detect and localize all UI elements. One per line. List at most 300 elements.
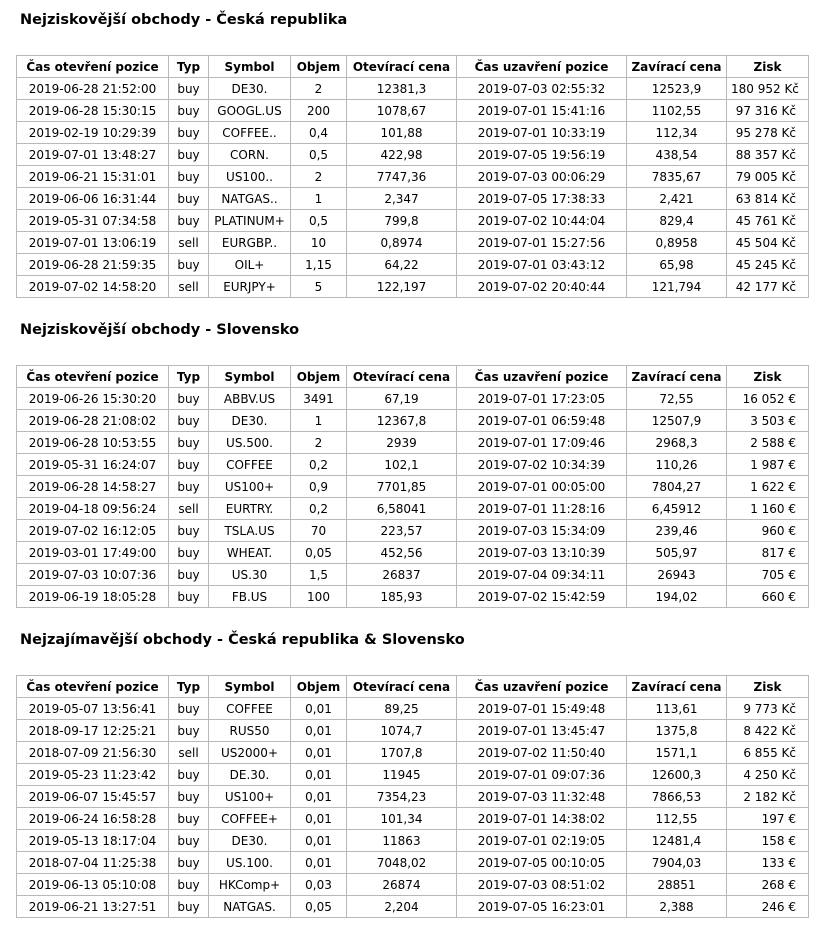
cell-symbol: EURTRY.	[209, 498, 291, 520]
cell-type: buy	[169, 476, 209, 498]
table-row	[17, 520, 809, 542]
cell-volume: 1	[291, 410, 347, 432]
cell-open-price: 122,197	[347, 276, 457, 298]
cell-close-time: 2019-07-02 11:50:40	[457, 742, 627, 764]
cell-profit: 95 278 Kč	[727, 122, 809, 144]
cell-open-time: 2019-06-06 16:31:44	[17, 188, 169, 210]
cell-close-price: 239,46	[627, 520, 727, 542]
cell-type: buy	[169, 144, 209, 166]
table-row	[17, 742, 809, 764]
cell-open-price: 799,8	[347, 210, 457, 232]
section-title: Nejziskovější obchody - Slovensko	[20, 322, 300, 338]
cell-open-time: 2019-06-28 14:58:27	[17, 476, 169, 498]
table-row	[17, 144, 809, 166]
cell-volume: 100	[291, 586, 347, 608]
cell-close-time: 2019-07-01 17:09:46	[457, 432, 627, 454]
cell-symbol: GOOGL.US	[209, 100, 291, 122]
cell-type: buy	[169, 874, 209, 896]
cell-open-price: 1707,8	[347, 742, 457, 764]
cell-close-price: 12481,4	[627, 830, 727, 852]
cell-volume: 0,01	[291, 852, 347, 874]
table-row	[17, 476, 809, 498]
cell-type: buy	[169, 808, 209, 830]
cell-volume: 0,5	[291, 210, 347, 232]
cell-close-price: 110,26	[627, 454, 727, 476]
cell-symbol: EURJPY+	[209, 276, 291, 298]
cell-volume: 2	[291, 432, 347, 454]
cell-close-time: 2019-07-05 16:23:01	[457, 896, 627, 918]
cell-volume: 3491	[291, 388, 347, 410]
cell-type: buy	[169, 454, 209, 476]
cell-close-time: 2019-07-01 00:05:00	[457, 476, 627, 498]
cell-profit: 97 316 Kč	[727, 100, 809, 122]
cell-type: buy	[169, 698, 209, 720]
table-row	[17, 78, 809, 100]
column-header-type: Typ	[169, 56, 209, 78]
column-header-symbol: Symbol	[209, 56, 291, 78]
cell-volume: 1	[291, 188, 347, 210]
column-header-open-time: Čas otevření pozice	[17, 676, 169, 698]
cell-open-price: 12367,8	[347, 410, 457, 432]
cell-close-time: 2019-07-01 15:27:56	[457, 232, 627, 254]
cell-symbol: COFFEE..	[209, 122, 291, 144]
cell-close-time: 2019-07-02 10:44:04	[457, 210, 627, 232]
cell-symbol: COFFEE	[209, 698, 291, 720]
cell-profit: 8 422 Kč	[727, 720, 809, 742]
cell-profit: 705 €	[727, 564, 809, 586]
cell-symbol: US.500.	[209, 432, 291, 454]
table-row	[17, 874, 809, 896]
cell-profit: 2 588 €	[727, 432, 809, 454]
cell-symbol: CORN.	[209, 144, 291, 166]
cell-symbol: US.30	[209, 564, 291, 586]
cell-volume: 1,15	[291, 254, 347, 276]
cell-symbol: US2000+	[209, 742, 291, 764]
cell-close-price: 7904,03	[627, 852, 727, 874]
cell-type: buy	[169, 720, 209, 742]
cell-volume: 0,2	[291, 498, 347, 520]
column-header-close-time: Čas uzavření pozice	[457, 676, 627, 698]
cell-volume: 5	[291, 276, 347, 298]
cell-open-time: 2019-07-02 16:12:05	[17, 520, 169, 542]
cell-close-price: 112,34	[627, 122, 727, 144]
cell-close-time: 2019-07-01 10:33:19	[457, 122, 627, 144]
column-header-close-price: Zavírací cena	[627, 56, 727, 78]
header-row	[17, 56, 809, 78]
cell-type: buy	[169, 254, 209, 276]
cell-symbol: HKComp+	[209, 874, 291, 896]
cell-volume: 0,4	[291, 122, 347, 144]
cell-symbol: DE30.	[209, 830, 291, 852]
section-title: Nejziskovější obchody - Česká republika	[20, 12, 348, 28]
cell-close-time: 2019-07-01 02:19:05	[457, 830, 627, 852]
cell-open-time: 2019-07-01 13:48:27	[17, 144, 169, 166]
cell-volume: 0,01	[291, 808, 347, 830]
cell-open-time: 2019-02-19 10:29:39	[17, 122, 169, 144]
cell-close-time: 2019-07-02 20:40:44	[457, 276, 627, 298]
table-row	[17, 896, 809, 918]
cell-symbol: NATGAS..	[209, 188, 291, 210]
cell-volume: 70	[291, 520, 347, 542]
cell-symbol: OIL+	[209, 254, 291, 276]
column-header-volume: Objem	[291, 366, 347, 388]
cell-close-price: 113,61	[627, 698, 727, 720]
cell-open-price: 1078,67	[347, 100, 457, 122]
cell-type: buy	[169, 210, 209, 232]
cell-close-time: 2019-07-01 06:59:48	[457, 410, 627, 432]
cell-close-price: 112,55	[627, 808, 727, 830]
cell-open-time: 2019-07-02 14:58:20	[17, 276, 169, 298]
cell-type: sell	[169, 498, 209, 520]
cell-profit: 45 761 Kč	[727, 210, 809, 232]
table-row	[17, 720, 809, 742]
cell-close-time: 2019-07-02 10:34:39	[457, 454, 627, 476]
cell-profit: 817 €	[727, 542, 809, 564]
cell-type: sell	[169, 232, 209, 254]
cell-symbol: DE30.	[209, 78, 291, 100]
cell-open-time: 2019-05-23 11:23:42	[17, 764, 169, 786]
table-row	[17, 432, 809, 454]
table-row	[17, 210, 809, 232]
cell-volume: 1,5	[291, 564, 347, 586]
cell-open-time: 2019-07-03 10:07:36	[17, 564, 169, 586]
trades-table	[16, 365, 809, 608]
cell-symbol: NATGAS.	[209, 896, 291, 918]
cell-type: buy	[169, 764, 209, 786]
cell-open-time: 2019-06-07 15:45:57	[17, 786, 169, 808]
cell-symbol: US100+	[209, 786, 291, 808]
table-row	[17, 388, 809, 410]
cell-close-time: 2019-07-01 14:38:02	[457, 808, 627, 830]
cell-profit: 63 814 Kč	[727, 188, 809, 210]
cell-volume: 0,05	[291, 542, 347, 564]
cell-open-price: 452,56	[347, 542, 457, 564]
cell-open-time: 2019-06-21 13:27:51	[17, 896, 169, 918]
cell-profit: 246 €	[727, 896, 809, 918]
cell-symbol: WHEAT.	[209, 542, 291, 564]
cell-type: buy	[169, 188, 209, 210]
table-row	[17, 852, 809, 874]
cell-volume: 2	[291, 166, 347, 188]
cell-close-price: 7866,53	[627, 786, 727, 808]
cell-close-price: 12600,3	[627, 764, 727, 786]
cell-type: buy	[169, 542, 209, 564]
cell-profit: 1 987 €	[727, 454, 809, 476]
cell-close-price: 121,794	[627, 276, 727, 298]
column-header-symbol: Symbol	[209, 366, 291, 388]
cell-volume: 0,01	[291, 698, 347, 720]
column-header-profit: Zisk	[727, 56, 809, 78]
cell-close-price: 2,388	[627, 896, 727, 918]
cell-symbol: US100+	[209, 476, 291, 498]
cell-volume: 0,01	[291, 720, 347, 742]
cell-open-time: 2019-06-21 15:31:01	[17, 166, 169, 188]
column-header-volume: Objem	[291, 56, 347, 78]
cell-open-time: 2019-06-28 15:30:15	[17, 100, 169, 122]
cell-open-price: 11945	[347, 764, 457, 786]
cell-open-time: 2019-06-28 21:08:02	[17, 410, 169, 432]
cell-profit: 158 €	[727, 830, 809, 852]
table-row	[17, 166, 809, 188]
cell-volume: 0,03	[291, 874, 347, 896]
cell-open-time: 2019-05-07 13:56:41	[17, 698, 169, 720]
cell-open-price: 7048,02	[347, 852, 457, 874]
column-header-type: Typ	[169, 366, 209, 388]
cell-close-time: 2019-07-03 00:06:29	[457, 166, 627, 188]
cell-close-price: 72,55	[627, 388, 727, 410]
cell-open-time: 2018-09-17 12:25:21	[17, 720, 169, 742]
column-header-open-price: Otevírací cena	[347, 56, 457, 78]
cell-open-time: 2018-07-04 11:25:38	[17, 852, 169, 874]
cell-volume: 0,01	[291, 786, 347, 808]
cell-close-time: 2019-07-01 15:49:48	[457, 698, 627, 720]
cell-symbol: RUS50	[209, 720, 291, 742]
cell-profit: 1 160 €	[727, 498, 809, 520]
cell-open-time: 2019-05-31 16:24:07	[17, 454, 169, 476]
column-header-symbol: Symbol	[209, 676, 291, 698]
cell-profit: 197 €	[727, 808, 809, 830]
cell-close-price: 438,54	[627, 144, 727, 166]
cell-close-time: 2019-07-01 13:45:47	[457, 720, 627, 742]
cell-profit: 4 250 Kč	[727, 764, 809, 786]
cell-profit: 268 €	[727, 874, 809, 896]
cell-close-time: 2019-07-02 15:42:59	[457, 586, 627, 608]
cell-profit: 45 245 Kč	[727, 254, 809, 276]
cell-profit: 6 855 Kč	[727, 742, 809, 764]
cell-open-time: 2019-06-24 16:58:28	[17, 808, 169, 830]
table-row	[17, 786, 809, 808]
cell-close-price: 829,4	[627, 210, 727, 232]
cell-open-price: 422,98	[347, 144, 457, 166]
cell-symbol: DE30.	[209, 410, 291, 432]
cell-open-price: 223,57	[347, 520, 457, 542]
column-header-profit: Zisk	[727, 366, 809, 388]
cell-open-time: 2019-06-13 05:10:08	[17, 874, 169, 896]
cell-open-time: 2019-05-13 18:17:04	[17, 830, 169, 852]
cell-close-time: 2019-07-05 00:10:05	[457, 852, 627, 874]
cell-open-price: 64,22	[347, 254, 457, 276]
cell-symbol: COFFEE+	[209, 808, 291, 830]
cell-profit: 88 357 Kč	[727, 144, 809, 166]
table-row	[17, 454, 809, 476]
cell-open-price: 2,204	[347, 896, 457, 918]
cell-open-price: 1074,7	[347, 720, 457, 742]
table-row	[17, 100, 809, 122]
cell-open-price: 26874	[347, 874, 457, 896]
column-header-close-time: Čas uzavření pozice	[457, 56, 627, 78]
cell-close-price: 0,8958	[627, 232, 727, 254]
cell-close-time: 2019-07-05 19:56:19	[457, 144, 627, 166]
header-row	[17, 366, 809, 388]
cell-profit: 660 €	[727, 586, 809, 608]
cell-volume: 0,01	[291, 830, 347, 852]
column-header-close-price: Zavírací cena	[627, 366, 727, 388]
cell-volume: 0,5	[291, 144, 347, 166]
table-row	[17, 122, 809, 144]
table-row	[17, 188, 809, 210]
cell-profit: 1 622 €	[727, 476, 809, 498]
cell-symbol: COFFEE	[209, 454, 291, 476]
cell-profit: 2 182 Kč	[727, 786, 809, 808]
trades-table	[16, 55, 809, 298]
cell-profit: 3 503 €	[727, 410, 809, 432]
cell-close-price: 26943	[627, 564, 727, 586]
cell-volume: 2	[291, 78, 347, 100]
table-row	[17, 764, 809, 786]
cell-symbol: TSLA.US	[209, 520, 291, 542]
cell-close-price: 6,45912	[627, 498, 727, 520]
cell-close-price: 7804,27	[627, 476, 727, 498]
cell-open-price: 7354,23	[347, 786, 457, 808]
cell-close-price: 2968,3	[627, 432, 727, 454]
cell-open-price: 102,1	[347, 454, 457, 476]
cell-volume: 0,2	[291, 454, 347, 476]
cell-profit: 9 773 Kč	[727, 698, 809, 720]
cell-open-price: 12381,3	[347, 78, 457, 100]
column-header-open-time: Čas otevření pozice	[17, 56, 169, 78]
cell-symbol: US100..	[209, 166, 291, 188]
cell-volume: 0,01	[291, 764, 347, 786]
table-row	[17, 830, 809, 852]
cell-type: buy	[169, 896, 209, 918]
column-header-open-time: Čas otevření pozice	[17, 366, 169, 388]
cell-symbol: FB.US	[209, 586, 291, 608]
cell-close-price: 12507,9	[627, 410, 727, 432]
cell-type: buy	[169, 432, 209, 454]
cell-type: buy	[169, 78, 209, 100]
cell-close-time: 2019-07-04 09:34:11	[457, 564, 627, 586]
cell-type: buy	[169, 388, 209, 410]
table-row	[17, 698, 809, 720]
cell-open-time: 2018-07-09 21:56:30	[17, 742, 169, 764]
table-row	[17, 808, 809, 830]
cell-open-price: 89,25	[347, 698, 457, 720]
cell-close-time: 2019-07-01 09:07:36	[457, 764, 627, 786]
cell-open-time: 2019-06-28 10:53:55	[17, 432, 169, 454]
cell-profit: 79 005 Kč	[727, 166, 809, 188]
cell-profit: 16 052 €	[727, 388, 809, 410]
cell-close-price: 505,97	[627, 542, 727, 564]
cell-close-price: 1375,8	[627, 720, 727, 742]
cell-symbol: DE.30.	[209, 764, 291, 786]
table-row	[17, 564, 809, 586]
cell-open-time: 2019-06-28 21:52:00	[17, 78, 169, 100]
cell-close-time: 2019-07-01 03:43:12	[457, 254, 627, 276]
cell-profit: 133 €	[727, 852, 809, 874]
table-row	[17, 410, 809, 432]
cell-close-price: 28851	[627, 874, 727, 896]
cell-type: buy	[169, 786, 209, 808]
cell-open-price: 7747,36	[347, 166, 457, 188]
table-row	[17, 232, 809, 254]
table-row	[17, 276, 809, 298]
cell-type: buy	[169, 100, 209, 122]
cell-close-time: 2019-07-03 08:51:02	[457, 874, 627, 896]
header-row	[17, 676, 809, 698]
cell-symbol: PLATINUM+	[209, 210, 291, 232]
cell-open-price: 185,93	[347, 586, 457, 608]
cell-open-price: 101,88	[347, 122, 457, 144]
cell-close-price: 2,421	[627, 188, 727, 210]
cell-volume: 200	[291, 100, 347, 122]
cell-close-time: 2019-07-03 11:32:48	[457, 786, 627, 808]
cell-profit: 45 504 Kč	[727, 232, 809, 254]
cell-open-price: 101,34	[347, 808, 457, 830]
table-row	[17, 498, 809, 520]
cell-open-time: 2019-07-01 13:06:19	[17, 232, 169, 254]
cell-profit: 42 177 Kč	[727, 276, 809, 298]
cell-close-time: 2019-07-03 02:55:32	[457, 78, 627, 100]
cell-open-price: 26837	[347, 564, 457, 586]
cell-volume: 10	[291, 232, 347, 254]
cell-type: buy	[169, 830, 209, 852]
cell-open-time: 2019-06-28 21:59:35	[17, 254, 169, 276]
column-header-type: Typ	[169, 676, 209, 698]
cell-type: sell	[169, 276, 209, 298]
cell-open-price: 2939	[347, 432, 457, 454]
cell-type: buy	[169, 166, 209, 188]
cell-close-time: 2019-07-01 17:23:05	[457, 388, 627, 410]
cell-profit: 180 952 Kč	[727, 78, 809, 100]
cell-close-price: 194,02	[627, 586, 727, 608]
column-header-profit: Zisk	[727, 676, 809, 698]
cell-type: buy	[169, 520, 209, 542]
cell-close-price: 12523,9	[627, 78, 727, 100]
cell-type: buy	[169, 586, 209, 608]
column-header-close-time: Čas uzavření pozice	[457, 366, 627, 388]
cell-open-price: 2,347	[347, 188, 457, 210]
cell-open-price: 0,8974	[347, 232, 457, 254]
table-row	[17, 586, 809, 608]
column-header-volume: Objem	[291, 676, 347, 698]
table-row	[17, 254, 809, 276]
cell-close-time: 2019-07-01 15:41:16	[457, 100, 627, 122]
cell-close-time: 2019-07-03 15:34:09	[457, 520, 627, 542]
cell-open-time: 2019-05-31 07:34:58	[17, 210, 169, 232]
column-header-open-price: Otevírací cena	[347, 366, 457, 388]
cell-type: buy	[169, 852, 209, 874]
section-title: Nejzajímavější obchody - Česká republika & Slovensko	[20, 632, 465, 648]
cell-open-price: 6,58041	[347, 498, 457, 520]
column-header-close-price: Zavírací cena	[627, 676, 727, 698]
cell-open-time: 2019-06-26 15:30:20	[17, 388, 169, 410]
cell-symbol: ABBV.US	[209, 388, 291, 410]
trades-table	[16, 675, 809, 918]
cell-profit: 960 €	[727, 520, 809, 542]
cell-close-price: 1571,1	[627, 742, 727, 764]
cell-volume: 0,01	[291, 742, 347, 764]
table-row	[17, 542, 809, 564]
cell-volume: 0,9	[291, 476, 347, 498]
cell-close-price: 7835,67	[627, 166, 727, 188]
cell-type: buy	[169, 564, 209, 586]
cell-open-time: 2019-03-01 17:49:00	[17, 542, 169, 564]
cell-open-price: 11863	[347, 830, 457, 852]
cell-open-time: 2019-04-18 09:56:24	[17, 498, 169, 520]
cell-open-price: 7701,85	[347, 476, 457, 498]
cell-type: sell	[169, 742, 209, 764]
cell-volume: 0,05	[291, 896, 347, 918]
column-header-open-price: Otevírací cena	[347, 676, 457, 698]
cell-type: buy	[169, 122, 209, 144]
cell-symbol: EURGBP..	[209, 232, 291, 254]
cell-open-time: 2019-06-19 18:05:28	[17, 586, 169, 608]
cell-close-time: 2019-07-03 13:10:39	[457, 542, 627, 564]
cell-close-time: 2019-07-01 11:28:16	[457, 498, 627, 520]
cell-open-price: 67,19	[347, 388, 457, 410]
cell-close-time: 2019-07-05 17:38:33	[457, 188, 627, 210]
cell-symbol: US.100.	[209, 852, 291, 874]
